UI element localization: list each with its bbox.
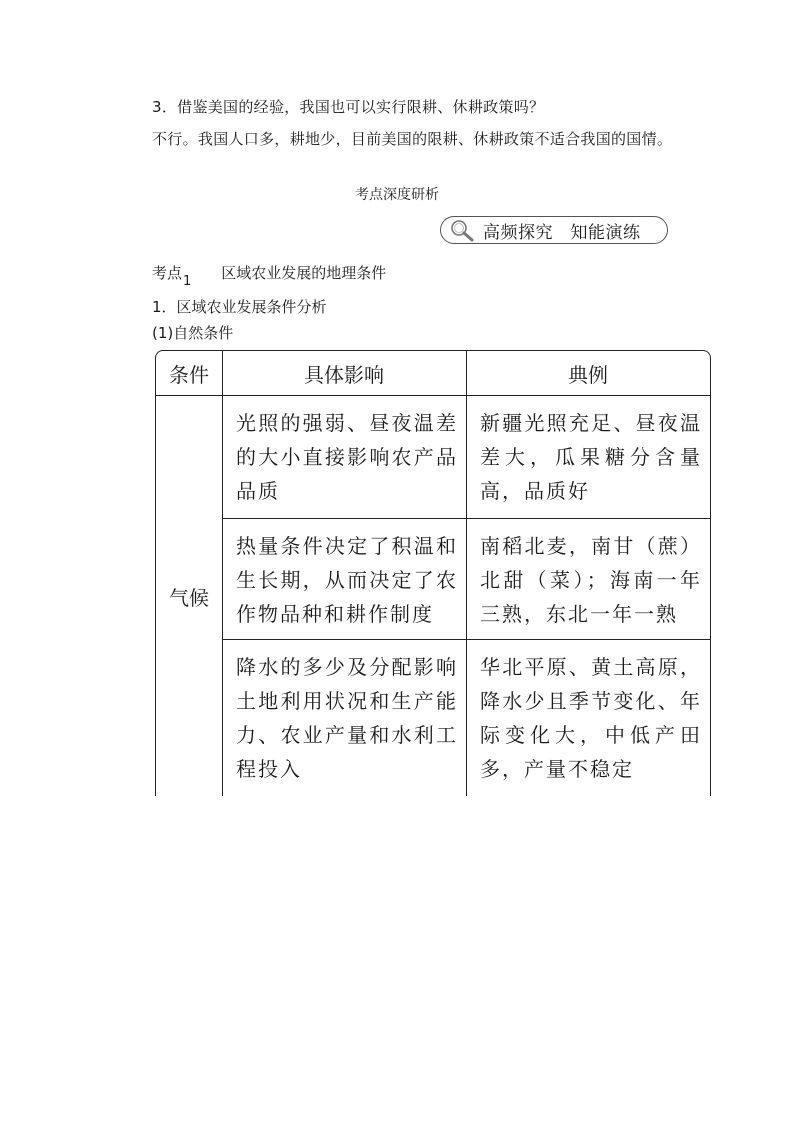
- kaodian-number: 1: [183, 274, 192, 289]
- header-example: 典例: [568, 362, 608, 387]
- row-3-example: 华北平原、黄土高原，降水少且季节变化、年际变化大，中低产田多，产量不稳定: [480, 655, 702, 781]
- kaodian-prefix: 考点: [152, 264, 183, 282]
- section-title: 考点深度研析: [355, 187, 439, 203]
- banner-text: 高频探究 知能演练: [483, 222, 641, 243]
- row-3-effect: 降水的多少及分配影响土地利用状况和生产能力、农业产量和水利工程投入: [236, 655, 458, 781]
- answer-3: 不行。我国人口多，耕地少，目前美国的限耕、休耕政策不适合我国的国情。: [152, 130, 673, 148]
- heading-1: 1．区域农业发展条件分析: [152, 298, 327, 316]
- row-1-example: 新疆光照充足、昼夜温差大，瓜果糖分含量高，品质好: [480, 411, 702, 503]
- banner-pill: [440, 216, 668, 244]
- header-effect: 具体影响: [304, 362, 384, 387]
- table-divider: [222, 351, 223, 796]
- kaodian-title: 区域农业发展的地理条件: [221, 264, 387, 282]
- heading-2: (1)自然条件: [152, 324, 234, 342]
- header-condition: 条件: [169, 362, 209, 387]
- table-divider: [466, 351, 467, 796]
- table-divider: [156, 395, 710, 396]
- table-divider: [222, 518, 710, 519]
- table-divider: [222, 639, 710, 640]
- kaodian-heading: [152, 262, 387, 289]
- row-2-effect: 热量条件决定了积温和生长期，从而决定了农作物品种和耕作制度: [236, 534, 458, 626]
- row-2-example: 南稻北麦，南甘（蔗）北甜（菜）；海南一年三熟，东北一年一熟: [480, 534, 702, 626]
- question-3: 3．借鉴美国的经验，我国也可以实行限耕、休耕政策吗？: [152, 98, 545, 116]
- magnifier-icon: [447, 216, 477, 244]
- group-label-climate: 气候: [169, 585, 209, 610]
- row-1-effect: 光照的强弱、昼夜温差的大小直接影响农产品品质: [236, 411, 458, 503]
- conditions-table: [155, 350, 711, 796]
